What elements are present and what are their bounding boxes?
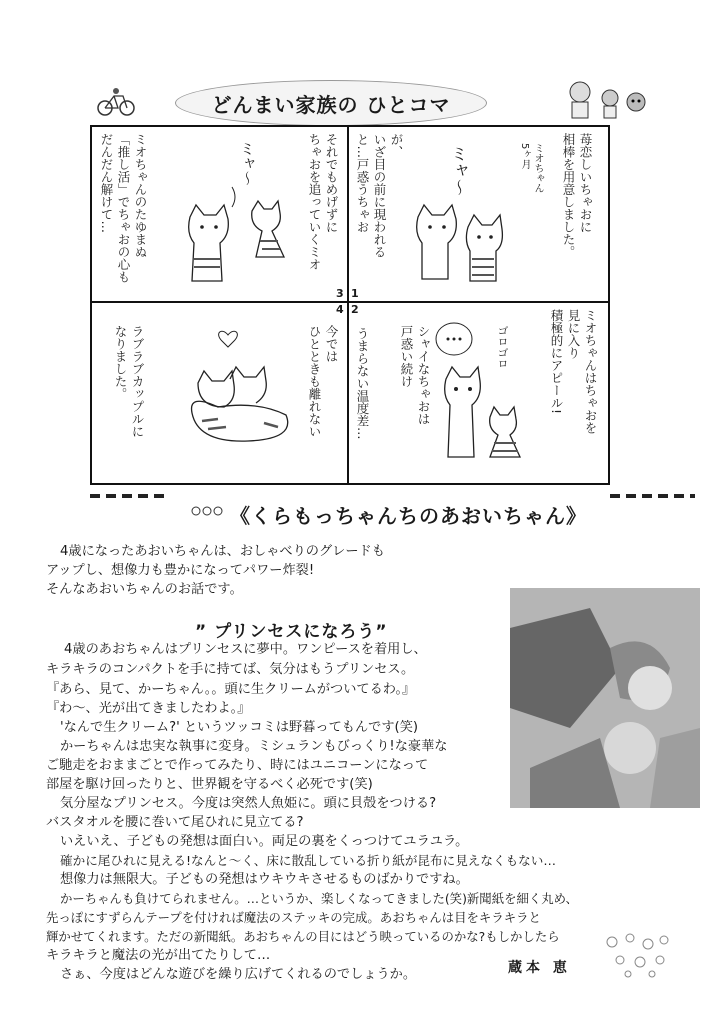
story-line: 『わ〜、光が出てきましたわよ。』 [46,701,251,716]
panel2-caption2: うまらない温度差… [355,327,370,440]
story-line: キラキラのコンパクトを手に持てば、気分はもうプリンセス。 [46,662,415,677]
section-header [90,490,695,530]
panel2-purr-sound: ゴロゴロ [496,325,509,369]
story-line: 先っぽにすずらんテープを付ければ魔法のステッキの完成。あおちゃんは目をキラキラと [46,910,541,925]
story-line: 部屋を駆け回ったりと、世界観を守るべく必死です(笑) [46,777,373,792]
panel4-cats-illustration [178,323,308,453]
panel2-cats-illustration [428,317,538,477]
author-name: 蔵本 恵 [508,960,571,976]
story-line: 確かに尾ひれに見える!なんと～く、床に散乱している折り紙が昆布に見えなくもない… [60,853,556,868]
story-line: かーちゃんは忠実な執事に変身。ミシュランもびっくり!な豪華な [60,739,448,754]
story-line: 『あら、見て、かーちゃん。。頭に生クリームがついてるわ。』 [46,682,416,697]
story-line: 輝かせてくれます。ただの新聞紙。あおちゃんの目にはどう映っているのかな?もしかしたら [46,929,560,944]
panel3-meow-sound: ミャ〜 [238,141,256,186]
bicycle-decoration-icon [96,86,136,118]
page-title: どんまい家族の ひとコマ [175,80,487,126]
story-line: 想像力は無限大。子どもの発想はウキウキさせるものばかりですね。 [60,872,469,887]
story-line: いえいえ、子どもの発想は面白い。両足の裏をくっつけてユラユラ。 [60,834,469,849]
story-line: 4歳のあおちゃんはプリンセスに夢中。ワンピースを着用し、 [64,642,427,657]
panel1-narration: 苺恋しいちゃおに 相棒を用意しました。 [561,133,593,258]
panel1-cats-illustration [404,187,514,287]
panel3-cats-illustration [172,177,302,292]
family-characters-decoration-icon [562,72,652,122]
panel-number-1: 1 [351,287,359,300]
panel1-meow-sound: ミャ〜 [447,145,467,196]
section-title: 《くらもっちゃんちのあおいちゃん》 [230,504,587,528]
story-line: ご馳走をおままごとで作ってみたり、時にはユニコーンになって [46,758,429,773]
flower-decoration-icon [190,504,224,518]
intro-line-3: そんなあおいちゃんのお話です。 [46,582,243,597]
panel3-narration: ミオちゃんのたゆまぬ 「推し活」でちゃおの心も だんだん解けて… [99,133,148,283]
story-line: 'なんで生クリーム?' というツッコミは野暮ってもんです(笑) [60,720,419,735]
intro-line-2: アップし、想像力も豊かになってパワー炸裂! [46,563,315,578]
panel4-caption: 今では ひとときも離れない [307,325,339,438]
story-line: 気分屋なプリンセス。今度は突然人魚姫に。頭に貝殻をつける? [60,796,437,811]
panel3-caption: それでもめげずに ちゃおを追っていくミオ [307,133,339,271]
panel2-narration: ミオちゃんはちゃおを 見に入り 積極的にアピール! [549,309,598,434]
panel-number-2: 2 [351,303,359,316]
panel-number-3: 3 [336,287,344,300]
panel1-caption: が、 いざ目の前に現われる と…戸惑うちゃお [355,133,404,258]
panel4-narration: ラブラブカップルに なりました。 [113,325,145,438]
story-line: バスタオルを腰に巻いて尾ひれに見立てる? [46,815,304,830]
story-line: さぁ、今度はどんな遊びを繰り広げてくれるのでしょうか。 [60,967,417,982]
intro-line-1: 4歳になったあおいちゃんは、おしゃべりのグレードも [60,544,385,559]
comic-strip [90,125,610,485]
panel1-cat-label: ミオちゃん 5ヶ月 [519,143,543,193]
story-line: キラキラと魔法の光が出てたりして… [46,948,271,963]
flower-cluster-decoration-icon [600,930,680,980]
panel2-caption: シャイなちゃおは 戸惑い続け [399,325,431,425]
story-subtitle: ” プリンセスになろう” [195,622,388,642]
story-line: かーちゃんも負けてられません。…というか、楽しくなってきました(笑)新聞紙を細く丸め、 [60,891,578,906]
children-photo [510,588,700,808]
panel-number-4: 4 [336,303,344,316]
